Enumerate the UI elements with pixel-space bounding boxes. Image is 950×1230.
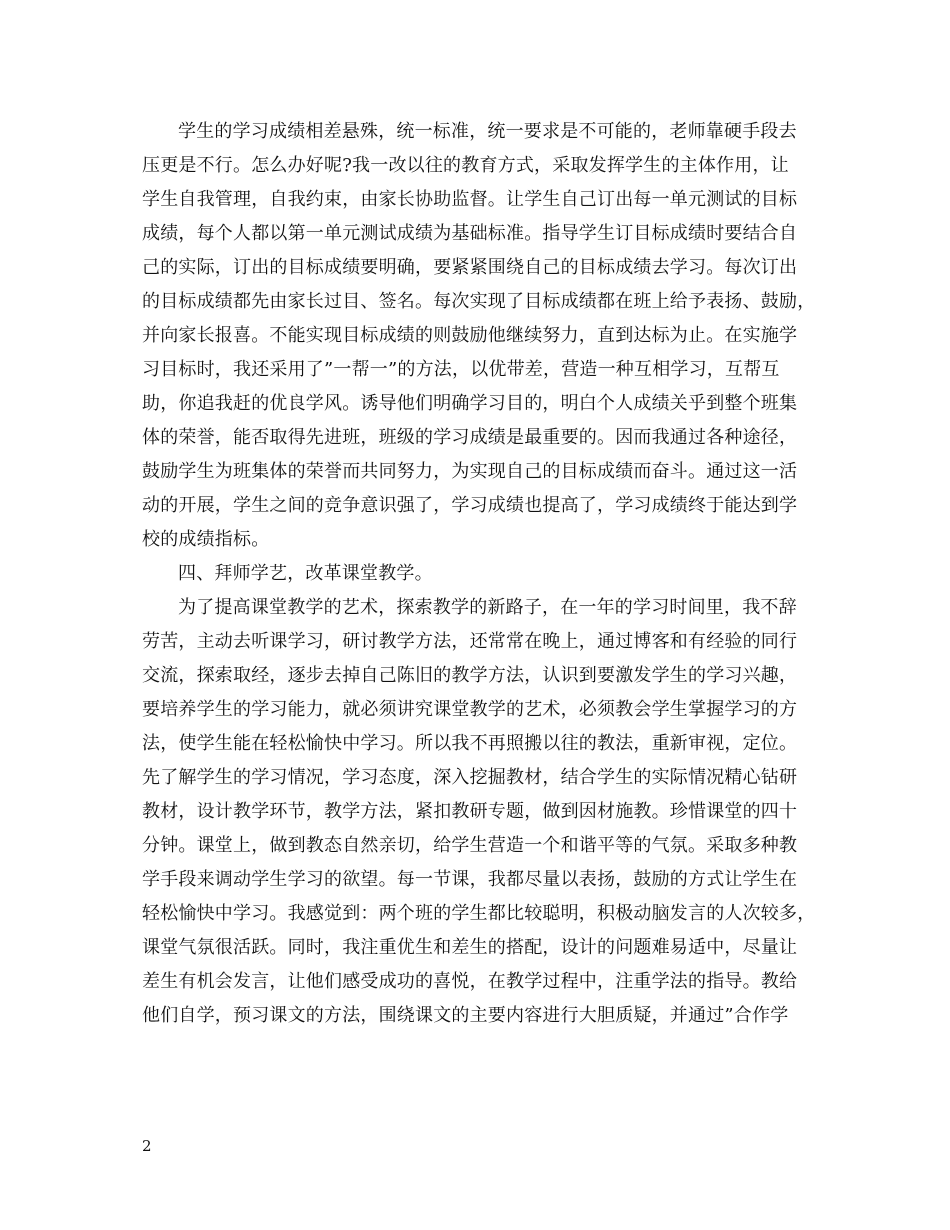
text-line: 课堂气氛很活跃。同时，我注重优生和差生的搭配，设计的问题难易适中，尽量让	[142, 937, 798, 958]
text-line: 学生的学习成绩相差悬殊，统一标准，统一要求是不可能的，老师靠硬手段去	[178, 121, 797, 142]
text-line: 并向家长报喜。不能实现目标成绩的则鼓励他继续努力，直到达标为止。在实施学	[142, 325, 798, 346]
section-heading: 四、拜师学艺，改革课堂教学。	[178, 563, 433, 584]
text-line: 教材，设计教学环节，教学方法，紧扣教研专题，做到因材施教。珍惜课堂的四十	[142, 801, 798, 822]
page-number: 2	[142, 1137, 152, 1155]
text-line: 先了解学生的学习情况，学习态度，深入挖掘教材，结合学生的实际情况精心钻研	[142, 767, 798, 788]
text-line: 压更是不行。怎么办好呢?我一改以往的教育方式，采取发挥学生的主体作用，让	[142, 155, 789, 176]
text-line: 体的荣誉，能否取得先进班，班级的学习成绩是最重要的。因而我通过各种途径，	[142, 427, 798, 448]
text-line: 习目标时，我还采用了”一帮一”的方法，以优带差，营造一种互相学习，互帮互	[142, 359, 780, 380]
text-line: 校的成绩指标。	[142, 529, 270, 550]
text-line: 己的实际，订出的目标成绩要明确，要紧紧围绕自己的目标成绩去学习。每次订出	[142, 257, 798, 278]
text-line: 要培养学生的学习能力，就必须讲究课堂教学的艺术，必须教会学生掌握学习的方	[142, 699, 798, 720]
text-line: 为了提高课堂教学的艺术，探索教学的新路子，在一年的学习时间里，我不辞	[178, 597, 797, 618]
text-line: 轻松愉快中学习。我感觉到：两个班的学生都比较聪明，积极动脑发言的人次较多，	[142, 903, 816, 924]
text-line: 分钟。课堂上，做到教态自然亲切，给学生营造一个和谐平等的气氛。采取多种教	[142, 835, 798, 856]
text-line: 鼓励学生为班集体的荣誉而共同努力，为实现自己的目标成绩而奋斗。通过这一活	[142, 461, 798, 482]
text-line: 差生有机会发言，让他们感受成功的喜悦，在教学过程中，注重学法的指导。教给	[142, 971, 798, 992]
text-line: 劳苦，主动去听课学习，研讨教学方法，还常常在晚上，通过博客和有经验的同行	[142, 631, 798, 652]
text-line: 他们自学，预习课文的方法，围绕课文的主要内容进行大胆质疑，并通过”合作学	[142, 1005, 789, 1026]
text-line: 学生自我管理，自我约束，由家长协助监督。让学生自己订出每一单元测试的目标	[142, 189, 798, 210]
text-line: 动的开展，学生之间的竞争意识强了，学习成绩也提高了，学习成绩终于能达到学	[142, 495, 798, 516]
text-line: 交流，探索取经，逐步去掉自己陈旧的教学方法，认识到要激发学生的学习兴趣，	[142, 665, 798, 686]
text-line: 成绩，每个人都以第一单元测试成绩为基础标准。指导学生订目标成绩时要结合自	[142, 223, 798, 244]
text-line: 法，使学生能在轻松愉快中学习。所以我不再照搬以往的教法，重新审视，定位。	[142, 733, 798, 754]
text-line: 助，你追我赶的优良学风。诱导他们明确学习目的，明白个人成绩关乎到整个班集	[142, 393, 798, 414]
text-line: 的目标成绩都先由家长过目、签名。每次实现了目标成绩都在班上给予表扬、鼓励，	[142, 291, 816, 312]
text-line: 学手段来调动学生学习的欲望。每一节课，我都尽量以表扬，鼓励的方式让学生在	[142, 869, 798, 890]
